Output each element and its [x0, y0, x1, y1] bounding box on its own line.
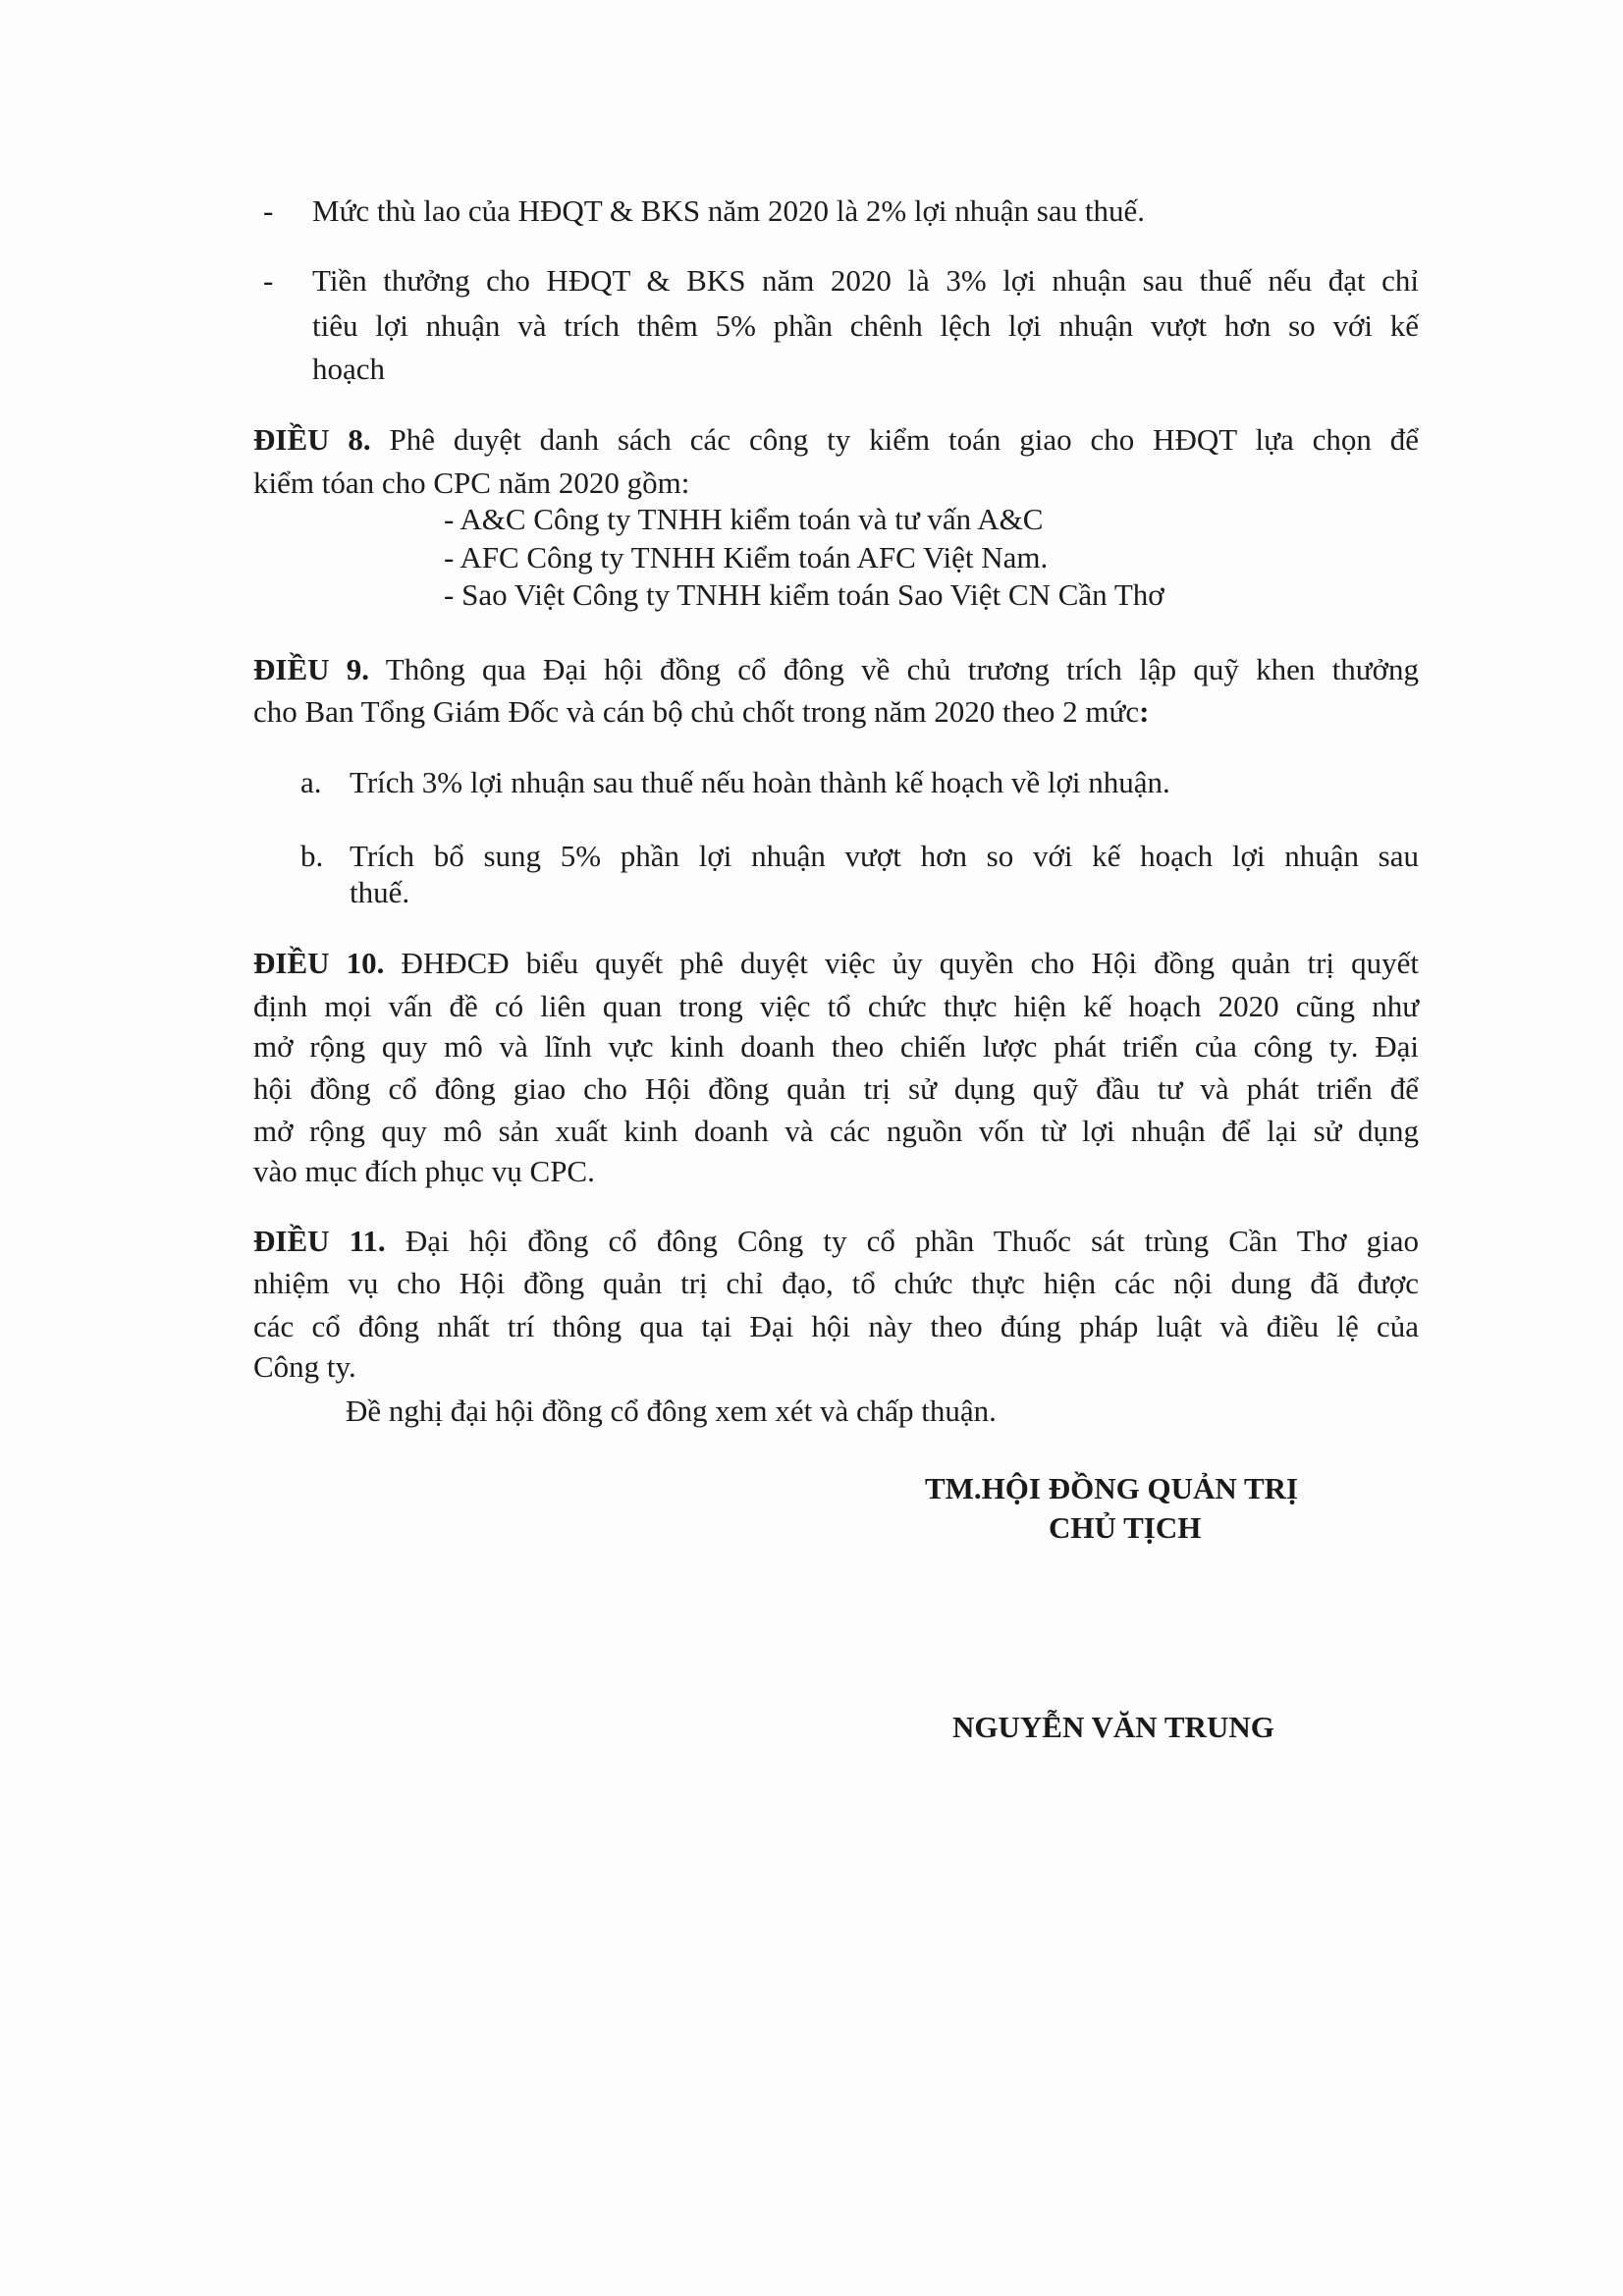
dieu-11-text: Đại hội đồng cổ đông Công ty cổ phần Thuốc sát trùng Cần Thơ giao: [405, 1224, 1420, 1258]
signature-title: CHỦ TỊCH: [1049, 1510, 1202, 1545]
dieu-10-label: ĐIỀU 10.: [253, 946, 385, 980]
bonus-line-2: tiêu lợi nhuận và trích thêm 5% phần chênh lệch lợi nhuận vượt hơn so với kế: [312, 308, 1419, 343]
dieu-10-line: định mọi vấn đề có liên quan trong việc tổ chức thực hiện kế hoạch 2020 cũng như: [253, 989, 1419, 1023]
dieu-9-line-2-text: cho Ban Tổng Giám Đốc và cán bộ chủ chốt trong năm 2020 theo 2 mức: [253, 694, 1140, 729]
dieu-9-text: Thông qua Đại hội đồng cổ đông về chủ trương trích lập quỹ khen thưởng: [385, 652, 1419, 686]
bullet-marker: -: [263, 193, 274, 228]
dieu-11-first-line: [253, 1223, 1419, 1260]
dieu-10-line: mở rộng quy mô và lĩnh vực kinh doanh theo chiến lược phát triển của công ty. Đại: [253, 1029, 1419, 1064]
list-marker-a: a.: [300, 765, 322, 799]
dieu-11-line: Công ty.: [253, 1349, 356, 1384]
dieu-10-line: vào mục đích phục vụ CPC.: [253, 1154, 595, 1188]
list-marker-b: b.: [300, 839, 324, 873]
dieu-8-label: ĐIỀU 8.: [253, 422, 371, 457]
bonus-level-a: Trích 3% lợi nhuận sau thuế nếu hoàn thành kế hoạch về lợi nhuận.: [350, 765, 1170, 799]
auditor-item: - A&C Công ty TNHH kiểm toán và tư vấn A&C: [444, 502, 1044, 536]
closing-request: Đề nghị đại hội đồng cổ đông xem xét và chấp thuận.: [346, 1394, 997, 1428]
auditor-item: - Sao Việt Công ty TNHH kiểm toán Sao Việt CN Cần Thơ: [444, 577, 1164, 612]
dieu-11-line: nhiệm vụ cho Hội đồng quản trị chỉ đạo, tổ chức thực hiện các nội dung đã được: [253, 1266, 1419, 1300]
dieu-9-colon: :: [1139, 694, 1150, 729]
dieu-10-text: ĐHĐCĐ biểu quyết phê duyệt việc ủy quyền cho Hội đồng quản trị quyết: [401, 946, 1420, 980]
dieu-10-first-line: [253, 945, 1419, 982]
dieu-11-label: ĐIỀU 11.: [253, 1224, 386, 1258]
signature-org: TM.HỘI ĐỒNG QUẢN TRỊ: [925, 1471, 1299, 1505]
dieu-8-line-2: kiểm tóan cho CPC năm 2020 gồm:: [253, 465, 690, 500]
signatory-name: NGUYỄN VĂN TRUNG: [952, 1710, 1274, 1744]
auditor-item: - AFC Công ty TNHH Kiểm toán AFC Việt Nam.: [444, 540, 1049, 574]
dieu-10-line: mở rộng quy mô sản xuất kinh doanh và các nguồn vốn từ lợi nhuận để lại sử dụng: [253, 1114, 1419, 1148]
bullet-marker: -: [263, 263, 274, 298]
bonus-level-b-line-2: thuế.: [350, 875, 410, 909]
dieu-11-line: các cổ đông nhất trí thông qua tại Đại hội này theo đúng pháp luật và điều lệ của: [253, 1309, 1419, 1343]
bonus-level-b-line-1: Trích bổ sung 5% phần lợi nhuận vượt hơn so với kế hoạch lợi nhuận sau: [350, 839, 1419, 873]
dieu-9-line-2: [253, 693, 1149, 731]
bonus-line-3: hoạch: [312, 352, 386, 386]
bonus-line-1: Tiền thưởng cho HĐQT & BKS năm 2020 là 3% lợi nhuận sau thuế nếu đạt chỉ: [312, 263, 1419, 298]
dieu-8-text: Phê duyệt danh sách các công ty kiểm toán giao cho HĐQT lựa chọn để: [389, 422, 1420, 457]
dieu-10-line: hội đồng cổ đông giao cho Hội đồng quản trị sử dụng quỹ đầu tư và phát triển để: [253, 1071, 1419, 1106]
remuneration-line: Mức thù lao của HĐQT & BKS năm 2020 là 2% lợi nhuận sau thuế.: [312, 193, 1145, 228]
dieu-8-first-line: [253, 421, 1419, 459]
dieu-9-first-line: [253, 651, 1419, 688]
dieu-9-label: ĐIỀU 9.: [253, 652, 370, 686]
